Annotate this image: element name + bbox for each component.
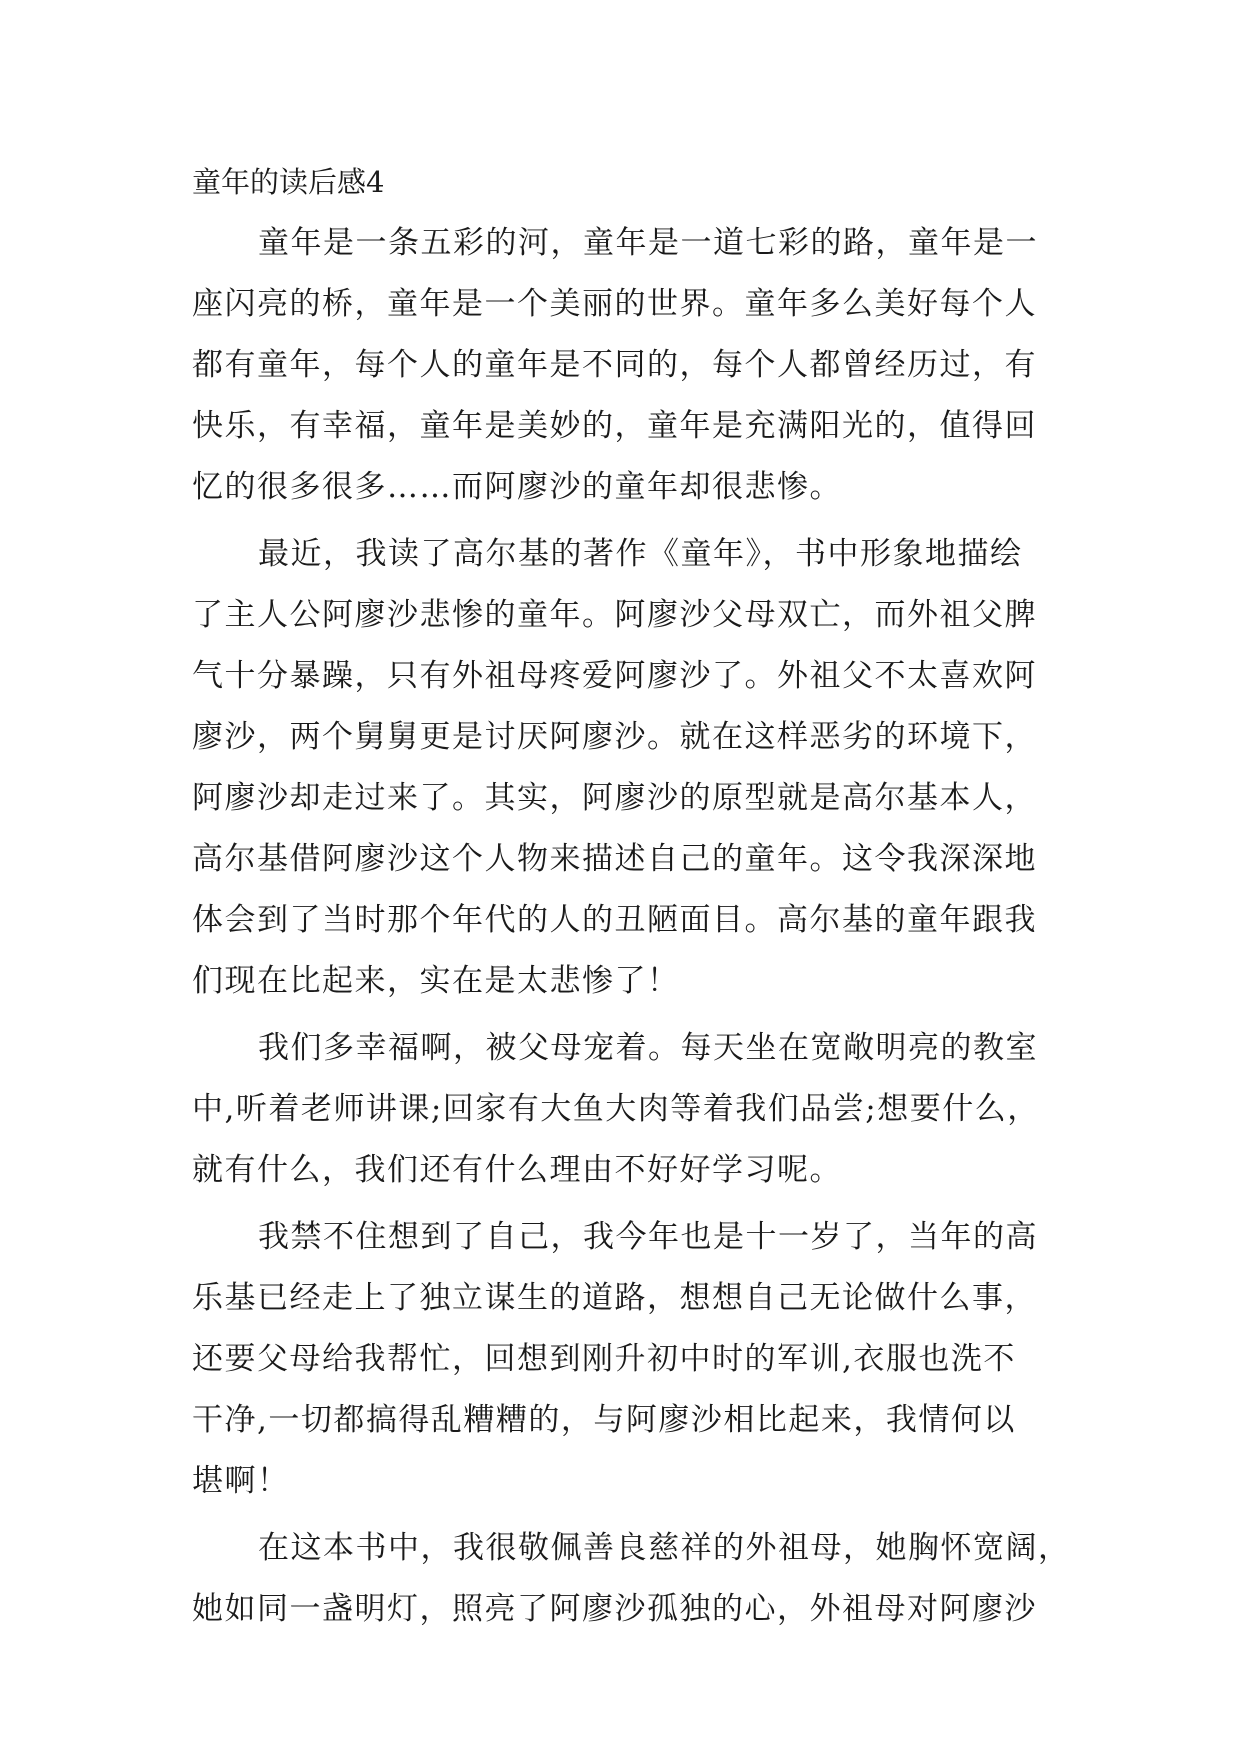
paragraph-3 [192, 1018, 1072, 1201]
text-line: 快乐，有幸福，童年是美妙的，童年是充满阳光的，值得回 [192, 408, 1037, 444]
text-line: 我们多幸福啊，被父母宠着。每天坐在宽敞明亮的教室 [258, 1030, 1038, 1066]
paragraph-5 [192, 1518, 1072, 1640]
text-line: 我禁不住想到了自己，我今年也是十一岁了，当年的高 [258, 1219, 1038, 1255]
text-line: 座闪亮的桥，童年是一个美丽的世界。童年多么美好每个人 [192, 286, 1037, 322]
text-line: 她如同一盏明灯，照亮了阿廖沙孤独的心，外祖母对阿廖沙 [192, 1591, 1037, 1627]
paragraph-4 [192, 1207, 1072, 1512]
text-line: 堪啊！ [192, 1463, 290, 1499]
text-line: 了主人公阿廖沙悲惨的童年。阿廖沙父母双亡，而外祖父脾 [192, 597, 1037, 633]
text-line: 高尔基借阿廖沙这个人物来描述自己的童年。这令我深深地 [192, 841, 1037, 877]
text-line: 还要父母给我帮忙，回想到刚升初中时的军训,衣服也洗不 [192, 1341, 1016, 1377]
text-line: 童年是一条五彩的河，童年是一道七彩的路，童年是一 [258, 225, 1038, 261]
text-line: 体会到了当时那个年代的人的丑陋面目。高尔基的童年跟我 [192, 902, 1037, 938]
text-line: 们现在比起来，实在是太悲惨了！ [192, 963, 680, 999]
text-line: 气十分暴躁，只有外祖母疼爱阿廖沙了。外祖父不太喜欢阿 [192, 658, 1037, 694]
text-line: 在这本书中，我很敬佩善良慈祥的外祖母，她胸怀宽阔， [258, 1530, 1071, 1566]
text-line: 乐基已经走上了独立谋生的道路，想想自己无论做什么事， [192, 1280, 1037, 1316]
text-line: 干净,一切都搞得乱糟糟的，与阿廖沙相比起来，我情何以 [192, 1402, 1016, 1438]
text-line: 最近，我读了高尔基的著作《童年》，书中形象地描绘 [258, 536, 1023, 572]
document-title: 童年的读后感4 [192, 165, 385, 199]
text-line: 阿廖沙却走过来了。其实，阿廖沙的原型就是高尔基本人， [192, 780, 1037, 816]
text-line: 就有什么，我们还有什么理由不好好学习呢。 [192, 1152, 842, 1188]
text-line: 廖沙，两个舅舅更是讨厌阿廖沙。就在这样恶劣的环境下， [192, 719, 1037, 755]
document-body [192, 213, 1072, 1646]
text-line: 都有童年，每个人的童年是不同的，每个人都曾经历过，有 [192, 347, 1037, 383]
text-line: 中,听着老师讲课;回家有大鱼大肉等着我们品尝;想要什么， [192, 1091, 1040, 1127]
paragraph-2 [192, 524, 1072, 1012]
text-line: 忆的很多很多……而阿廖沙的童年却很悲惨。 [192, 469, 842, 505]
paragraph-1 [192, 213, 1072, 518]
